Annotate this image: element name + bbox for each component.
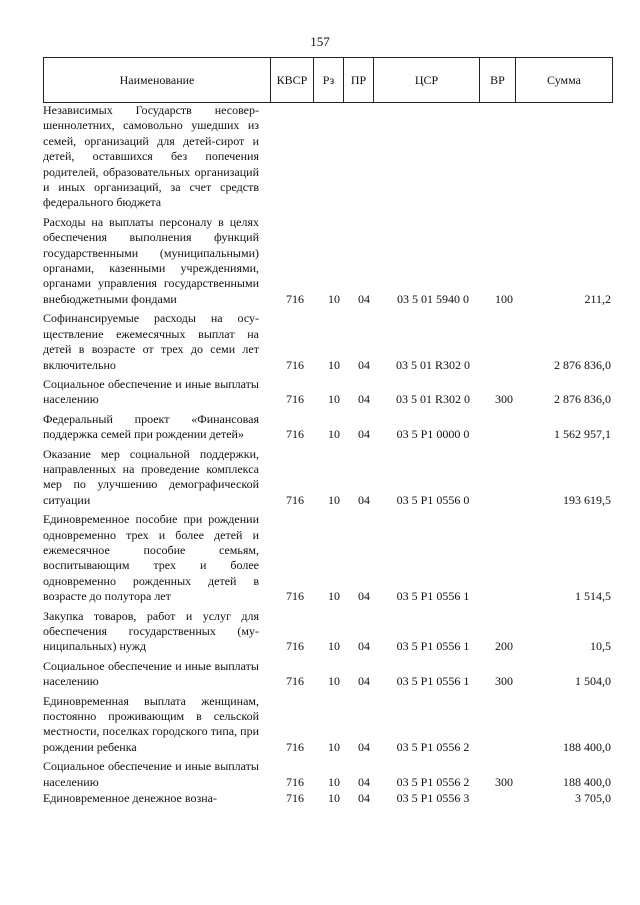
cell-csr: 03 5 01 5940 0 bbox=[397, 291, 469, 306]
cell-name: Социальное обеспечение и иные выплаты населению bbox=[43, 376, 259, 407]
cell-csr: 03 5 P1 0000 0 bbox=[396, 427, 470, 442]
cell-kvsr: 716 bbox=[286, 357, 304, 372]
cell-rz: 10 bbox=[328, 392, 340, 407]
cell-pr: 04 bbox=[358, 291, 370, 306]
table-row bbox=[43, 412, 613, 443]
cell-sum: 3 705,0 bbox=[575, 791, 611, 806]
cell-kvsr: 716 bbox=[286, 589, 304, 604]
cell-sum: 2 876 836,0 bbox=[554, 357, 611, 372]
cell-pr: 04 bbox=[358, 639, 370, 654]
cell-pr: 04 bbox=[358, 739, 370, 754]
cell-kvsr: 716 bbox=[286, 427, 304, 442]
cell-csr: 03 5 P1 0556 0 bbox=[396, 492, 470, 507]
cell-rz: 10 bbox=[328, 674, 340, 689]
cell-name: Социальное обеспечение и иные выплаты населению bbox=[43, 658, 259, 689]
cell-name: Расходы на выплаты персоналу в целях обеспечения выполнения функций государственными (муниципальными) органами, казенными учреждениями, органами управления государственными внебюджетными фондами bbox=[43, 214, 259, 306]
table-row bbox=[43, 103, 613, 211]
cell-name: Единовременное денежное возна- bbox=[43, 791, 217, 806]
table-row bbox=[43, 659, 613, 690]
table-body bbox=[43, 103, 613, 806]
cell-sum: 193 619,5 bbox=[563, 492, 611, 507]
cell-vr: 300 bbox=[495, 674, 513, 689]
cell-sum: 1 562 957,1 bbox=[554, 427, 611, 442]
cell-csr: 03 5 P1 0556 2 bbox=[396, 739, 470, 754]
cell-sum: 188 400,0 bbox=[563, 774, 611, 789]
cell-csr: 03 5 01 R302 0 bbox=[395, 357, 470, 372]
cell-kvsr: 716 bbox=[286, 392, 304, 407]
header-name: Наименование bbox=[44, 58, 271, 102]
table-row bbox=[43, 512, 613, 604]
cell-csr: 03 5 P1 0556 2 bbox=[396, 774, 470, 789]
cell-pr: 04 bbox=[358, 492, 370, 507]
cell-rz: 10 bbox=[328, 357, 340, 372]
cell-rz: 10 bbox=[328, 492, 340, 507]
table-row bbox=[43, 694, 613, 756]
cell-rz: 10 bbox=[328, 589, 340, 604]
cell-kvsr: 716 bbox=[286, 639, 304, 654]
header-sum: Сумма bbox=[547, 72, 581, 87]
cell-kvsr: 716 bbox=[286, 291, 304, 306]
cell-name: Федеральный проект «Финансовая поддержка семей при рождении детей» bbox=[43, 411, 259, 442]
cell-vr: 300 bbox=[495, 392, 513, 407]
cell-pr: 04 bbox=[358, 791, 370, 806]
table-row bbox=[43, 311, 613, 373]
table-row bbox=[43, 609, 613, 655]
cell-vr: 100 bbox=[495, 291, 513, 306]
cell-name: Единовременное пособие при рождении одновременно трех и более детей и ежемесячное пособие семьям, воспитывающим трех и более одновременно рожденных детей в возрасте до полутора лет bbox=[43, 512, 259, 604]
cell-rz: 10 bbox=[328, 291, 340, 306]
page-number: 157 bbox=[310, 34, 330, 49]
cell-name: Оказание мер социальной поддержки, направленных на проведение комплекса мер по улучшению демографической ситуации bbox=[43, 446, 259, 507]
cell-rz: 10 bbox=[328, 639, 340, 654]
cell-csr: 03 5 P1 0556 1 bbox=[396, 674, 470, 689]
cell-pr: 04 bbox=[358, 674, 370, 689]
cell-name: Закупка товаров, работ и услуг для обеспечения государственных (муниципальных) нужд bbox=[43, 608, 259, 654]
header-rz: Рз bbox=[314, 58, 344, 102]
cell-name: Независимых Государств несовершеннолетних, самовольно ушедших из семей, организаций для детей-сирот и детей, оставшихся без попечения родителей, образовательных организаций и иных организаций, за счет средств федерального бюджета bbox=[43, 103, 259, 210]
table-header bbox=[43, 57, 613, 103]
cell-sum: 1 504,0 bbox=[575, 674, 611, 689]
cell-kvsr: 716 bbox=[286, 774, 304, 789]
cell-csr: 03 5 P1 0556 3 bbox=[396, 791, 470, 806]
cell-sum: 2 876 836,0 bbox=[554, 392, 611, 407]
cell-kvsr: 716 bbox=[286, 674, 304, 689]
cell-csr: 03 5 01 R302 0 bbox=[395, 392, 470, 407]
cell-sum: 188 400,0 bbox=[563, 739, 611, 754]
header-kvsr: КВСР bbox=[271, 58, 314, 102]
cell-pr: 04 bbox=[358, 357, 370, 372]
cell-rz: 10 bbox=[328, 427, 340, 442]
cell-csr: 03 5 P1 0556 1 bbox=[396, 639, 470, 654]
cell-vr: 200 bbox=[495, 639, 513, 654]
cell-name: Софинансируемые расходы на осуществление ежемесячных выплат на детей в возрасте от трех до семи лет включительно bbox=[43, 311, 259, 372]
cell-sum: 10,5 bbox=[590, 639, 611, 654]
table-row bbox=[43, 759, 613, 790]
header-csr: ЦСР bbox=[374, 58, 480, 102]
header-vr: ВР bbox=[480, 58, 516, 102]
table-row bbox=[43, 215, 613, 307]
cell-csr: 03 5 P1 0556 1 bbox=[396, 589, 470, 604]
cell-name: Единовременная выплата женщинам, постоянно проживающим в сельской местности, поселках городского типа, при рождении ребенка bbox=[43, 693, 259, 754]
cell-kvsr: 716 bbox=[286, 739, 304, 754]
cell-rz: 10 bbox=[328, 774, 340, 789]
cell-kvsr: 716 bbox=[286, 492, 304, 507]
cell-sum: 211,2 bbox=[584, 291, 611, 306]
cell-sum: 1 514,5 bbox=[575, 589, 611, 604]
cell-pr: 04 bbox=[358, 427, 370, 442]
table-row bbox=[43, 377, 613, 408]
cell-rz: 10 bbox=[328, 791, 340, 806]
cell-name: Социальное обеспечение и иные выплаты населению bbox=[43, 759, 259, 789]
cell-kvsr: 716 bbox=[286, 791, 304, 806]
cell-pr: 04 bbox=[358, 589, 370, 604]
cell-rz: 10 bbox=[328, 739, 340, 754]
cell-vr: 300 bbox=[495, 774, 513, 789]
table-row bbox=[43, 447, 613, 509]
cell-pr: 04 bbox=[358, 392, 370, 407]
header-pr: ПР bbox=[344, 58, 374, 102]
table-row bbox=[43, 791, 613, 806]
cell-pr: 04 bbox=[358, 774, 370, 789]
